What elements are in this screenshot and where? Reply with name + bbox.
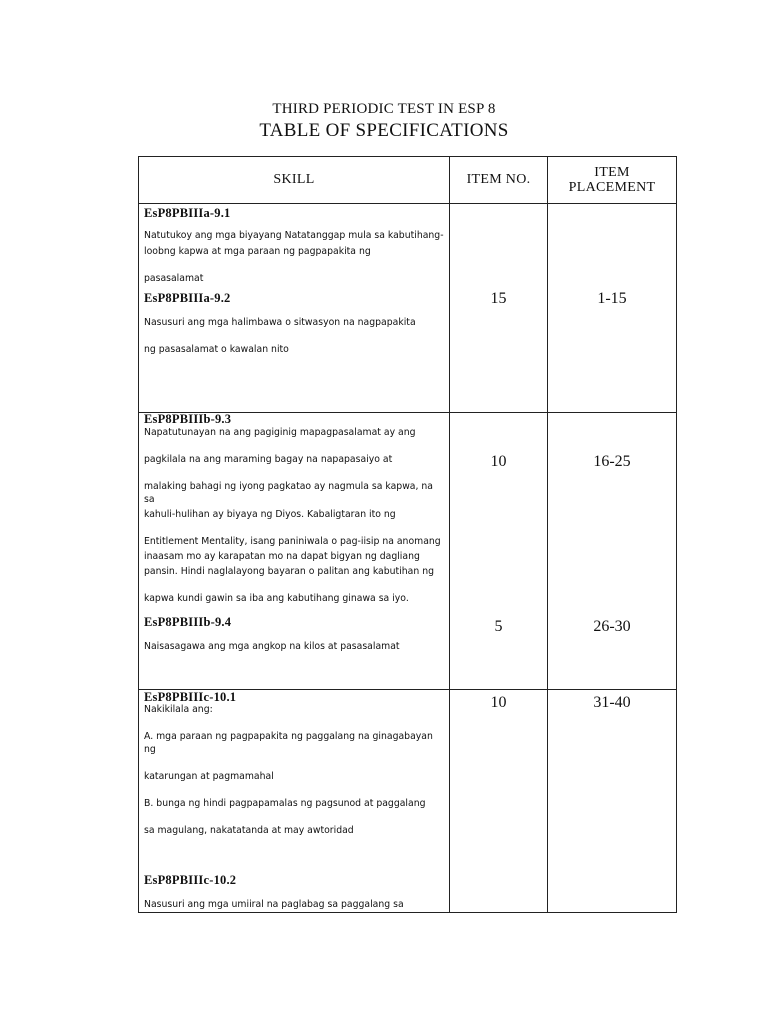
competency-description: sa magulang, nakatatanda at may awtoridad xyxy=(144,825,354,836)
competency-code: EsP8PBIIIa-9.1 xyxy=(144,206,231,220)
specifications-table xyxy=(138,156,677,913)
competency-description: pansin. Hindi naglalayong bayaran o palitan ang kabutihan ng xyxy=(144,566,434,577)
competency-description: Naisasagawa ang mga angkop na kilos at pasasalamat xyxy=(144,641,400,652)
skill-cell xyxy=(139,413,450,690)
item-placement-cell xyxy=(548,413,677,690)
item-no-cell xyxy=(450,690,548,913)
item-no-cell xyxy=(450,204,548,413)
competency-code: EsP8PBIIIc-10.1 xyxy=(144,690,237,704)
table-row xyxy=(139,204,677,413)
item-placement-cell xyxy=(548,690,677,913)
competency-description: inaasam mo ay karapatan mo na dapat bigyan ng dagliang xyxy=(144,551,420,562)
item-range: 1-15 xyxy=(597,290,627,307)
competency-code: EsP8PBIIIc-10.2 xyxy=(144,873,237,887)
page-subtitle: TABLE OF SPECIFICATIONS xyxy=(259,120,509,141)
competency-code: EsP8PBIIIb-9.4 xyxy=(144,615,232,629)
competency-description: B. bunga ng hindi pagpapamalas ng pagsunod at paggalang xyxy=(144,798,426,809)
item-count: 10 xyxy=(490,694,507,711)
column-header-skill: SKILL xyxy=(139,157,450,204)
competency-description: Nasusuri ang mga umiiral na paglabag sa paggalang sa xyxy=(144,899,404,910)
column-header-item-no: ITEM NO. xyxy=(450,157,548,204)
table-row xyxy=(139,690,677,913)
page-title: THIRD PERIODIC TEST IN ESP 8 xyxy=(272,101,496,117)
competency-description: katarungan at pagmamahal xyxy=(144,771,274,782)
competency-description: kapwa kundi gawin sa iba ang kabutihang ginawa sa iyo. xyxy=(144,593,409,604)
competency-description: ng pasasalamat o kawalan nito xyxy=(144,344,289,355)
competency-description: pasasalamat xyxy=(144,273,204,284)
item-no-cell xyxy=(450,413,548,690)
competency-description: pagkilala na ang maraming bagay na napapasaiyo at xyxy=(144,454,393,465)
competency-description: loobng kapwa at mga paraan ng pagpapakita ng xyxy=(144,246,371,257)
competency-description: Napatutunayan na ang pagiginig mapagpasalamat ay ang xyxy=(144,427,416,438)
competency-description: malaking bahagi ng iyong pagkatao ay nagmula sa kapwa, na sa xyxy=(144,481,433,505)
skill-cell xyxy=(139,204,450,413)
item-range: 26-30 xyxy=(593,618,631,635)
table-header-row xyxy=(139,157,677,204)
competency-description: Nasusuri ang mga halimbawa o sitwasyon na nagpapakita xyxy=(144,317,416,328)
item-count: 15 xyxy=(490,290,507,307)
item-placement-cell xyxy=(548,204,677,413)
competency-description: Nakikilala ang: xyxy=(144,704,213,715)
competency-description: kahuli-hulihan ay biyaya ng Diyos. Kabaligtaran ito ng xyxy=(144,509,396,520)
competency-description: Natutukoy ang mga biyayang Natatanggap mula sa kabutihang- xyxy=(144,230,444,241)
item-placement-line2: PLACEMENT xyxy=(568,180,656,195)
skill-cell xyxy=(139,690,450,913)
item-count: 10 xyxy=(490,453,507,470)
competency-description: Entitlement Mentality, isang paniniwala o pag-iisip na anomang xyxy=(144,536,441,547)
item-range: 31-40 xyxy=(593,694,631,711)
table-row xyxy=(139,413,677,690)
item-count: 5 xyxy=(494,618,503,635)
competency-description: A. mga paraan ng pagpapakita ng paggalang na ginagabayan ng xyxy=(144,731,433,755)
competency-code: EsP8PBIIIa-9.2 xyxy=(144,291,231,305)
item-range: 16-25 xyxy=(593,453,631,470)
competency-code: EsP8PBIIIb-9.3 xyxy=(144,412,232,426)
column-header-item-placement xyxy=(548,157,677,204)
item-placement-line1: ITEM xyxy=(594,165,630,180)
